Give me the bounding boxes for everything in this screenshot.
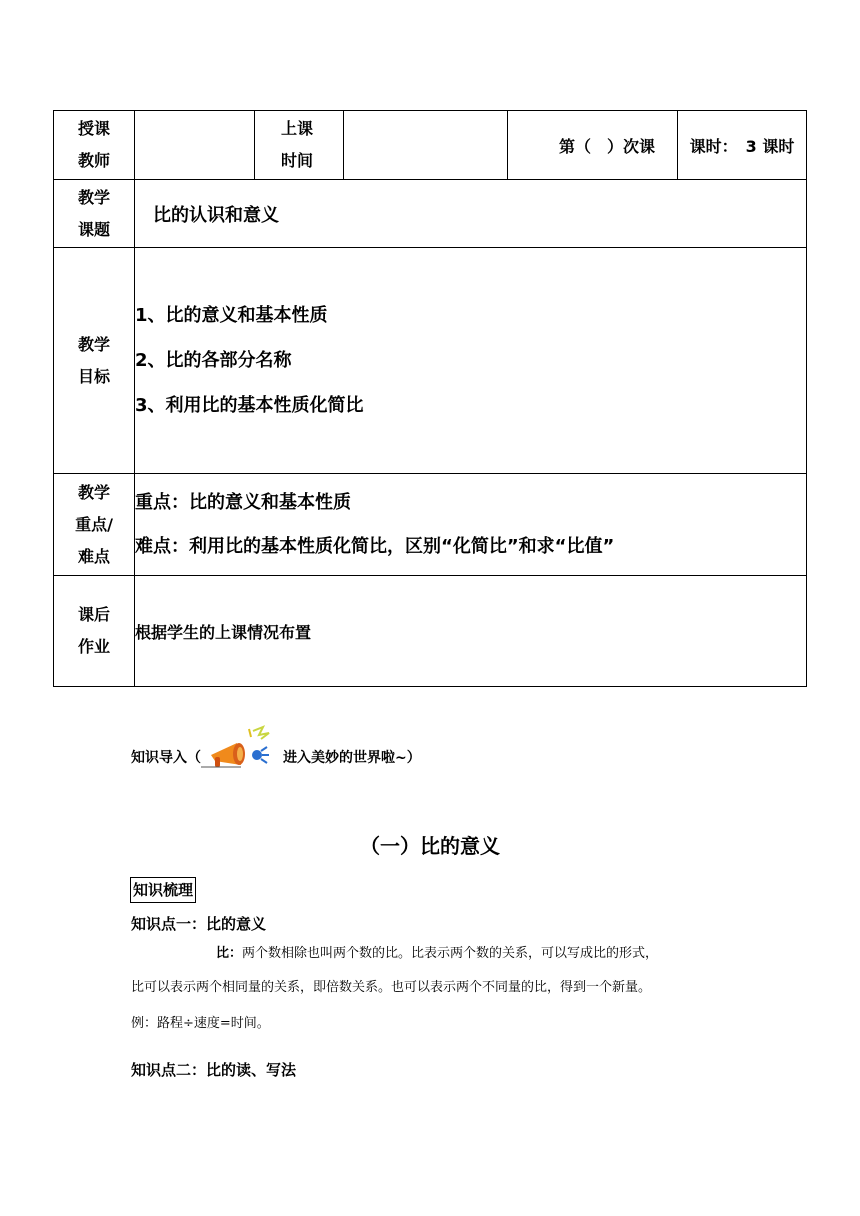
topic-value: 比的认识和意义 (135, 180, 807, 248)
goal-item: 3、利用比的基本性质化简比 (135, 395, 364, 416)
homework-label: 课后 作业 (54, 576, 135, 687)
kp1-example: 例：路程÷速度=时间。 (131, 1016, 270, 1031)
teacher-label: 授课 教师 (54, 111, 135, 180)
time-label: 上课 时间 (255, 111, 344, 180)
goal-item: 1、比的意义和基本性质 (135, 305, 328, 326)
key-point: 重点：比的意义和基本性质 (135, 491, 351, 513)
kp2-title: 知识点二：比的读、写法 (131, 1061, 297, 1079)
outline-label: 知识梳理 (130, 877, 196, 903)
knowledge-intro (131, 744, 421, 770)
intro-text: 进入美妙的世界啦~） (283, 750, 421, 766)
teacher-value (135, 111, 255, 180)
intro-label: 知识导入（ (131, 750, 201, 766)
kp1-line1-text: 两个数相除也叫两个数的比。比表示两个数的关系，可以写成比的形式， (242, 946, 659, 961)
kp1-term: 比： (216, 946, 243, 961)
time-value (344, 111, 508, 180)
keypoints-cell (135, 474, 807, 576)
lesson-plan-table (53, 110, 807, 687)
kp1-line1 (216, 942, 658, 961)
goal-item: 2、比的各部分名称 (135, 350, 292, 371)
session-number: 第（ ）次课 (508, 111, 678, 180)
goals-label: 教学 目标 (54, 248, 135, 474)
kp1-title: 知识点一：比的意义 (131, 915, 267, 933)
kp1-line2: 比可以表示两个相同量的关系，即倍数关系。也可以表示两个不同量的比，得到一个新量。 (131, 980, 652, 995)
lesson-hours: 课时： 3 课时 (678, 111, 807, 180)
difficult-point: 难点：利用比的基本性质化简比，区别“化简比”和求“比值” (135, 535, 615, 557)
homework-value: 根据学生的上课情况布置 (135, 576, 807, 687)
section-title: （一）比的意义 (360, 834, 500, 858)
keypoints-label: 教学 重点/ 难点 (54, 474, 135, 576)
topic-label: 教学 课题 (54, 180, 135, 248)
goals-list (135, 248, 807, 474)
megaphone-icon (201, 725, 283, 769)
